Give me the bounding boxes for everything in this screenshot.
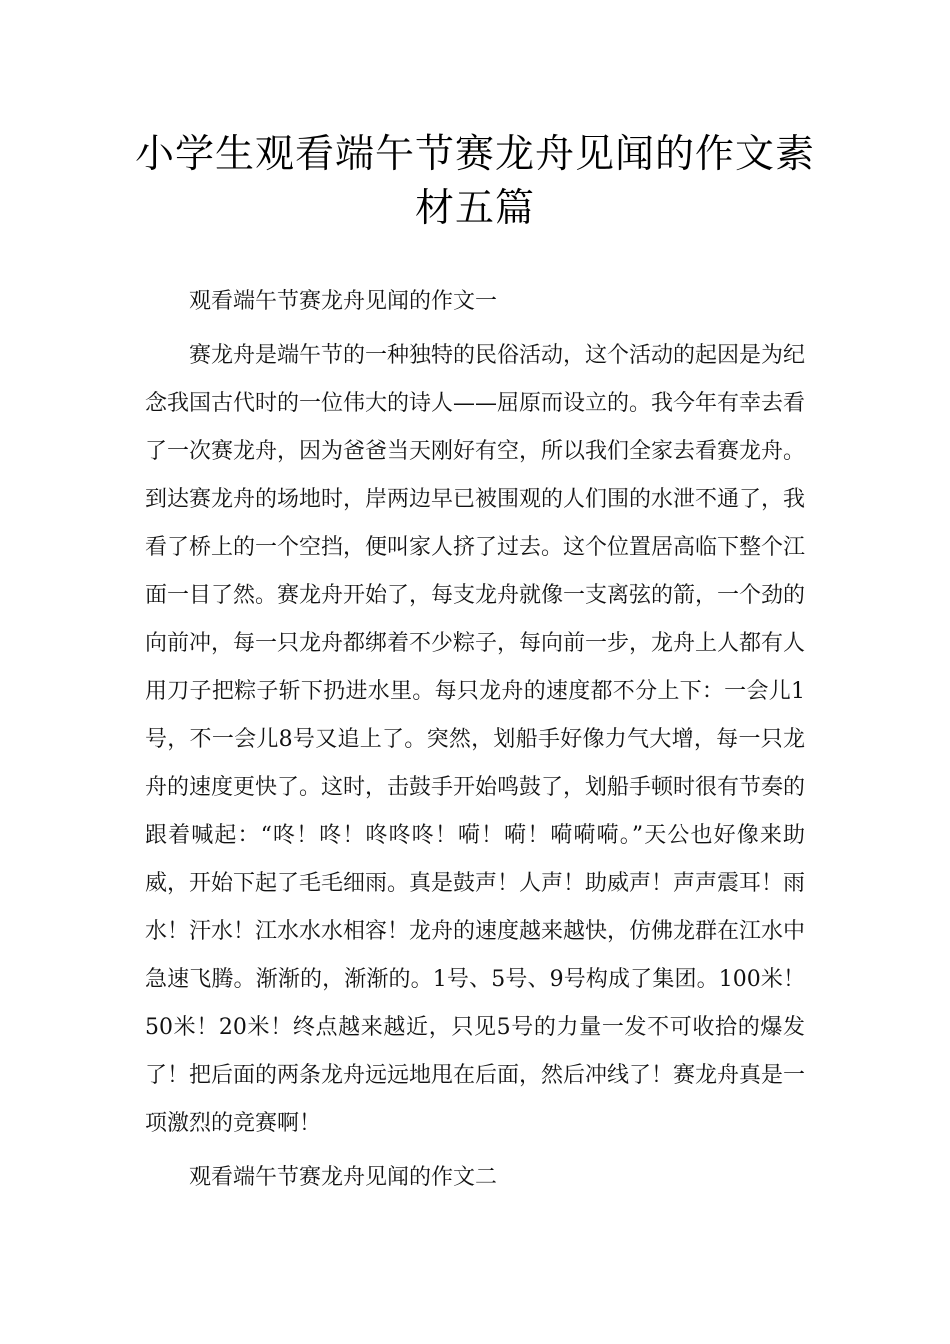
section1-heading: 观看端午节赛龙舟见闻的作文一 [189,289,498,314]
document-body [145,278,805,1208]
document-title: 小学生观看端午节赛龙舟见闻的作文素材五篇 [134,132,815,231]
section2-heading: 观看端午节赛龙舟见闻的作文二 [189,1165,498,1190]
section1-paragraph: 赛龙舟是端午节的一种独特的民俗活动，这个活动的起因是为纪念我国古代时的一位伟大的诗人——屈原而设立的。我今年有幸去看了一次赛龙舟，因为爸爸当天刚好有空，所以我们全家去看赛龙舟。到达赛龙舟的场地时，岸两边早已被围观的人们围的水泄不通了，我看了桥上的一个空挡，便叫家人挤了过去。这个位置居高临下整个江面一目了然。赛龙舟开始了，每支龙舟就像一支离弦的箭，一个劲的向前冲，每一只龙舟都绑着不少粽子，每向前一步，龙舟上人都有人用刀子把粽子斩下扔进水里。每只龙舟的速度都不分上下：一会儿1号，不一会儿8号又追上了。突然，划船手好像力气大增，每一只龙舟的速度更快了。这时，击鼓手开始鸣鼓了，划船手顿时很有节奏的跟着喊起：“咚！咚！咚咚咚！嗬！嗬！嗬嗬嗬。”天公也好像来助威，开始下起了毛毛细雨。真是鼓声！人声！助威声！声声震耳！雨水！汗水！江水水水相容！龙舟的速度越来越快，仿佛龙群在江水中急速飞腾。渐渐的，渐渐的。1号、5号、9号构成了集团。100米！50米！20米！终点越来越近，只见5号的力量一发不可收拾的爆发了！把后面的两条龙舟远远地甩在后面，然后冲线了！赛龙舟真是一项激烈的竞赛啊！ [145,343,806,1136]
